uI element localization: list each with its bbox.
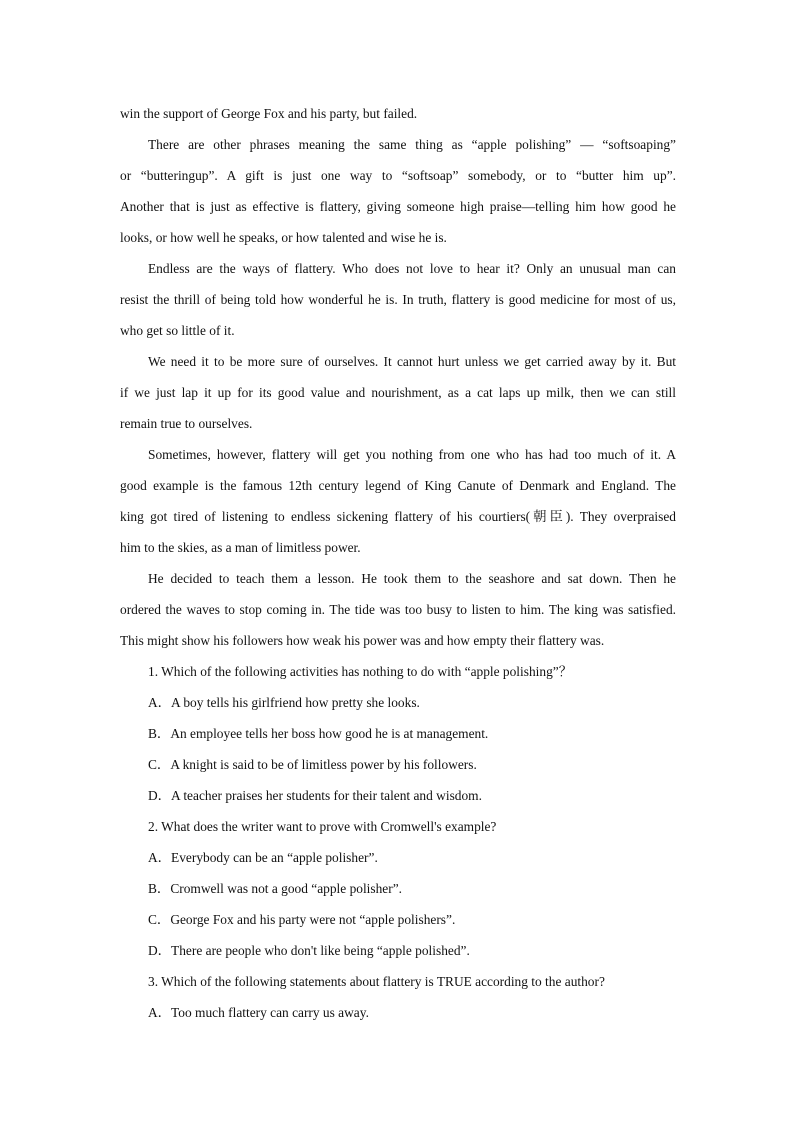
question-stem: 2. What does the writer want to prove with Cromwell's example? — [148, 819, 497, 834]
passage-line: He decided to teach them a lesson. He took them to the seashore and sat down. Then he — [148, 571, 676, 586]
answer-option[interactable]: D．A teacher praises her students for their talent and wisdom. — [148, 788, 482, 803]
answer-option[interactable]: B．An employee tells her boss how good he is at management. — [148, 726, 489, 741]
question-stem: 3. Which of the following statements about flattery is TRUE according to the author? — [148, 974, 605, 989]
passage-line: ordered the waves to stop coming in. The tide was too busy to listen to him. The king was satisfied. — [120, 602, 676, 617]
passage-line: There are other phrases meaning the same thing as “apple polishing” — “softsoaping” — [148, 137, 676, 152]
passage-line: remain true to ourselves. — [120, 416, 253, 431]
passage-line: good example is the famous 12th century legend of King Canute of Denmark and England. The — [120, 478, 676, 493]
passage-line: or “butteringup”. A gift is just one way to “softsoap” somebody, or to “butter him up”. — [120, 168, 676, 183]
passage-line: We need it to be more sure of ourselves. It cannot hurt unless we get carried away by it. But — [148, 354, 676, 369]
document-page — [120, 98, 676, 1028]
passage-line: win the support of George Fox and his party, but failed. — [120, 106, 418, 121]
passage-line: This might show his followers how weak his power was and how empty their flattery was. — [120, 633, 605, 648]
passage-line: Endless are the ways of flattery. Who does not love to hear it? Only an unusual man can — [148, 261, 676, 276]
passage-line: if we just lap it up for its good value and nourishment, as a cat laps up milk, then we can still — [120, 385, 676, 400]
passage-line: him to the skies, as a man of limitless power. — [120, 540, 361, 555]
passage-line: looks, or how well he speaks, or how talented and wise he is. — [120, 230, 447, 245]
answer-option[interactable]: B．Cromwell was not a good “apple polisher”. — [148, 881, 402, 896]
question-stem: 1. Which of the following activities has nothing to do with “apple polishing”？ — [148, 664, 573, 679]
answer-option[interactable]: D．There are people who don't like being “apple polished”. — [148, 943, 470, 958]
answer-option[interactable]: C．A knight is said to be of limitless power by his followers. — [148, 757, 477, 772]
passage-line: Sometimes, however, flattery will get you nothing from one who has had too much of it. A — [148, 447, 676, 462]
passage-line: Another that is just as effective is flattery, giving someone high praise—telling him how good he — [120, 199, 676, 214]
answer-option[interactable]: A．Everybody can be an “apple polisher”. — [148, 850, 378, 865]
passage-line: resist the thrill of being told how wonderful he is. In truth, flattery is good medicine for most of us, — [120, 292, 676, 307]
answer-option[interactable]: A．Too much flattery can carry us away. — [148, 1005, 369, 1020]
answer-option[interactable]: C．George Fox and his party were not “apple polishers”. — [148, 912, 456, 927]
passage-line: king got tired of listening to endless sickening flattery of his courtiers(朝臣). They overpraised — [120, 509, 676, 524]
passage-line: who get so little of it. — [120, 323, 235, 338]
answer-option[interactable]: A．A boy tells his girlfriend how pretty she looks. — [148, 695, 420, 710]
